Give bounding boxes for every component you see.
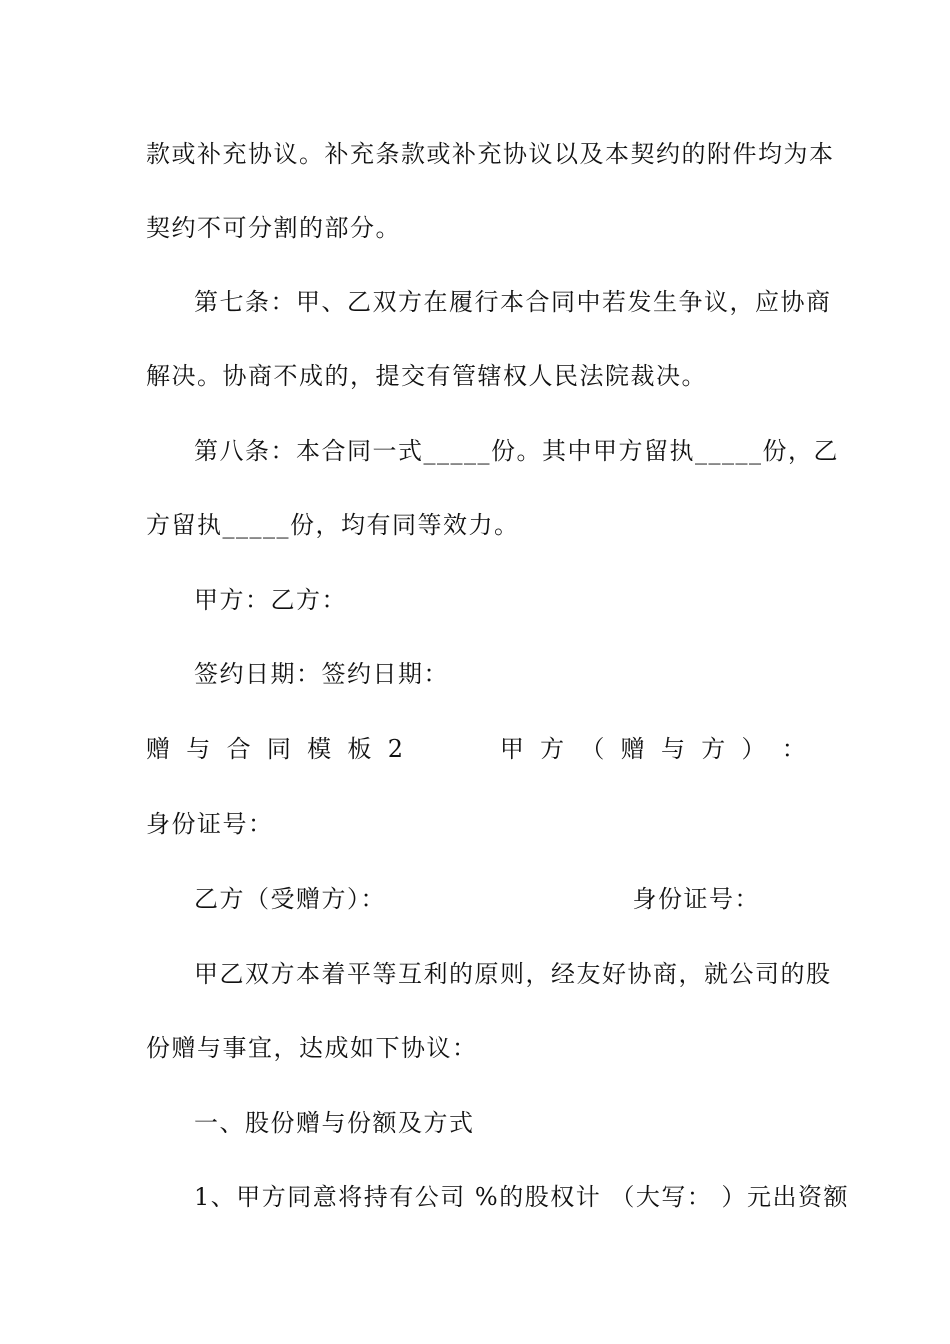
title-char: 2 [387,735,403,763]
article-seven-line: 第七条：甲、乙双方在履行本合同中若发生争议，应协商 [194,288,832,316]
title-char: 赠 [620,735,645,763]
preamble-line: 甲乙双方本着平等互利的原则，经友好协商，就公司的股 [194,960,832,988]
signature-parties-line: 甲方：乙方： [194,586,347,614]
title-char: 合 [226,735,251,763]
title-char: （ [580,735,605,763]
title-char: ） [741,735,766,763]
title-char: 赠 [146,735,170,763]
party-b-id-label: 身份证号： [632,885,760,913]
paragraph-line: 契约不可分割的部分。 [146,214,401,242]
signature-date-line: 签约日期：签约日期： [194,660,449,688]
article-eight-line: 第八条：本合同一式_____份。其中甲方留执_____份，乙 [194,437,839,465]
title-char: 同 [266,735,291,763]
template-title-row [146,733,806,765]
title-char: 甲 [499,735,524,763]
party-b-row [194,883,760,915]
title-char: 板 [347,735,372,763]
title-spacer [419,733,443,765]
title-spacer [460,733,484,765]
title-char: 方 [701,735,726,763]
title-char: 与 [660,735,685,763]
title-char: 与 [186,735,211,763]
section-heading: 一、股份赠与份额及方式 [194,1109,475,1137]
title-char: ： [781,735,806,763]
id-number-line: 身份证号： [146,810,274,838]
title-char: 方 [540,735,565,763]
party-b-label: 乙方（受赠方）： [194,885,386,913]
paragraph-line: 份赠与事宜，达成如下协议： [146,1034,478,1062]
paragraph-line: 款或补充协议。补充条款或补充协议以及本契约的附件均为本 [146,140,835,168]
clause-line: 1、甲方同意将持有公司 %的股权计 （大写： ）元出资额 [194,1183,849,1211]
paragraph-line: 解决。协商不成的，提交有管辖权人民法院裁决。 [146,362,707,390]
title-char: 模 [307,735,332,763]
paragraph-line: 方留执_____份，均有同等效力。 [146,511,520,539]
